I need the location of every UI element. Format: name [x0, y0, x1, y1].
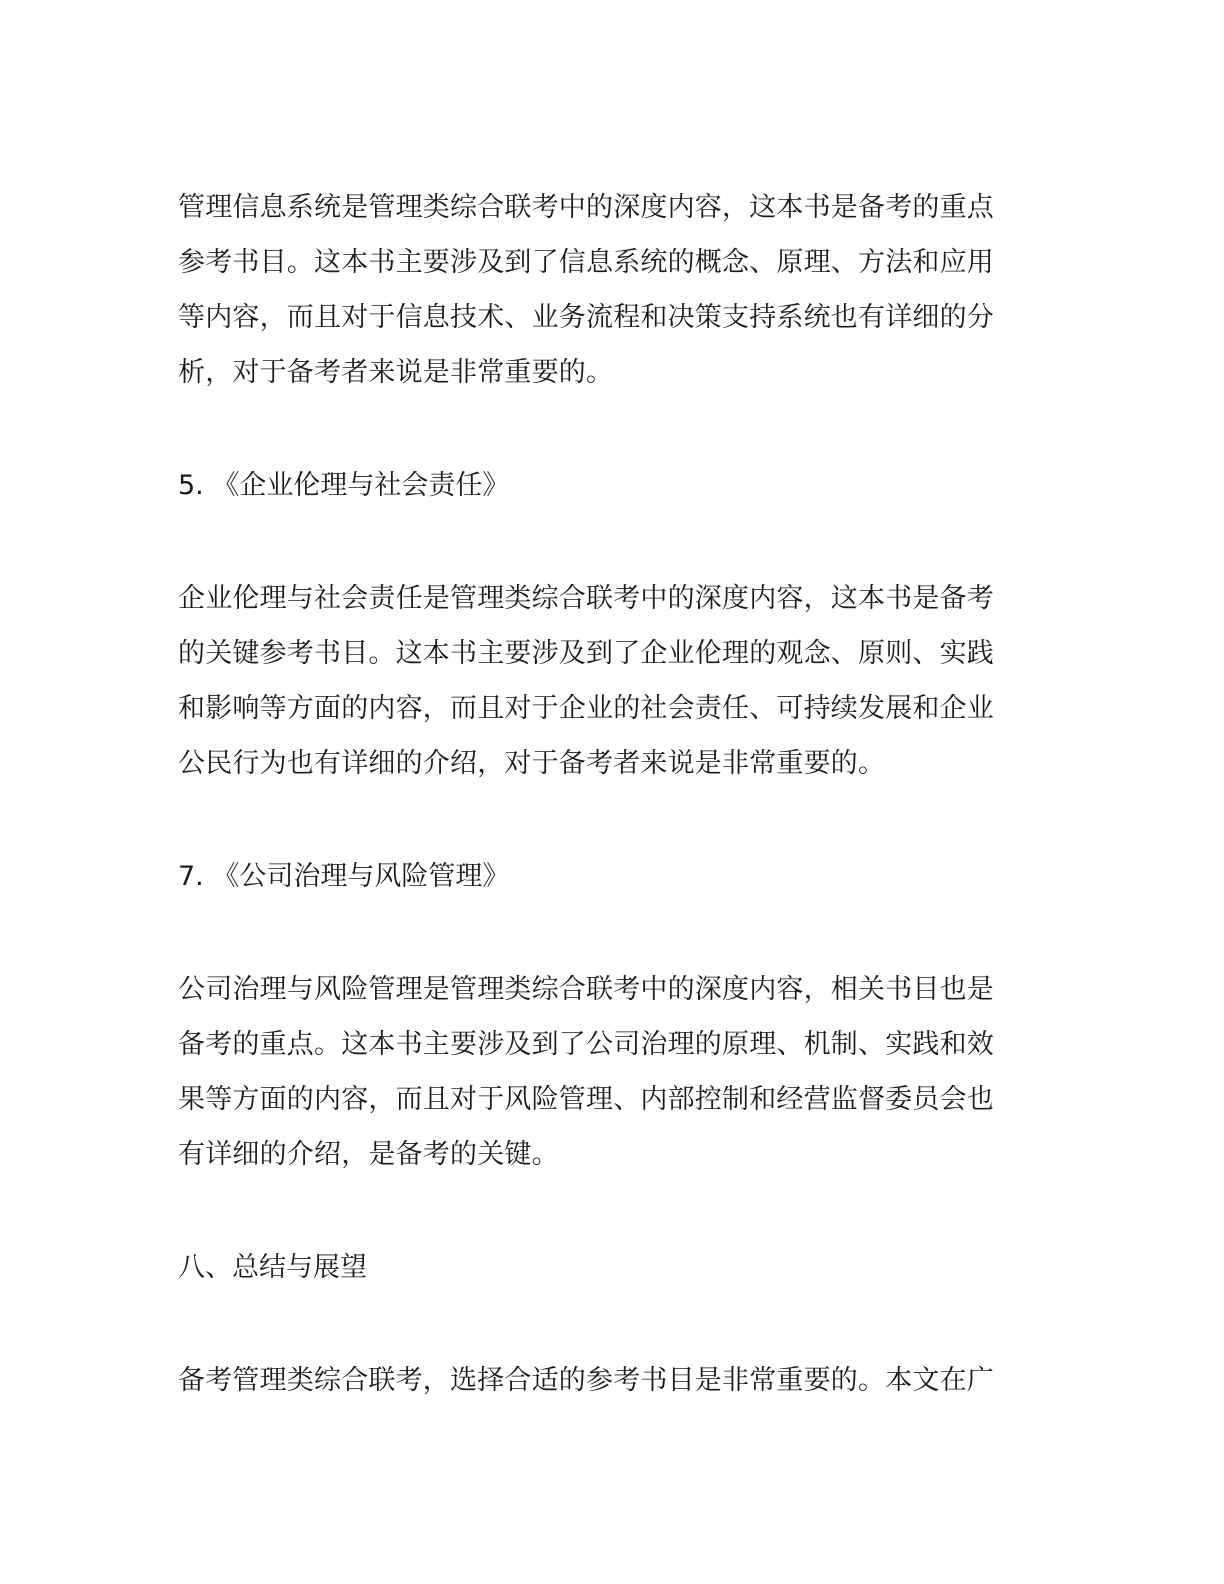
text-line: 企业伦理与社会责任是管理类综合联考中的深度内容，这本书是备考 [178, 583, 994, 614]
text-line: 公司治理与风险管理是管理类综合联考中的深度内容，相关书目也是 [178, 974, 994, 1005]
section-heading-7: 7. 《公司治理与风险管理》 [178, 861, 510, 892]
text-line: 有详细的介绍，是备考的关键。 [178, 1139, 559, 1170]
paragraph-governance [178, 962, 1028, 1182]
text-line: 果等方面的内容，而且对于风险管理、内部控制和经营监督委员会也 [178, 1084, 994, 1115]
text-line: 管理信息系统是管理类综合联考中的深度内容，这本书是备考的重点 [178, 192, 994, 223]
section-heading-8: 八、总结与展望 [178, 1252, 367, 1283]
paragraph-summary [178, 1353, 1028, 1408]
text-line: 的关键参考书目。这本书主要涉及到了企业伦理的观念、原则、实践 [178, 638, 994, 669]
paragraph-mis [178, 180, 1028, 400]
document-page [178, 180, 1028, 1408]
text-line: 等内容，而且对于信息技术、业务流程和决策支持系统也有详细的分 [178, 302, 994, 333]
text-line: 公民行为也有详细的介绍，对于备考者来说是非常重要的。 [178, 748, 886, 779]
paragraph-ethics [178, 571, 1028, 791]
text-line: 析，对于备考者来说是非常重要的。 [178, 357, 614, 388]
text-line: 和影响等方面的内容，而且对于企业的社会责任、可持续发展和企业 [178, 693, 994, 724]
text-line: 参考书目。这本书主要涉及到了信息系统的概念、原理、方法和应用 [178, 247, 994, 278]
section-heading-5: 5. 《企业伦理与社会责任》 [178, 470, 510, 501]
text-line: 备考的重点。这本书主要涉及到了公司治理的原理、机制、实践和效 [178, 1029, 994, 1060]
text-line: 备考管理类综合联考，选择合适的参考书目是非常重要的。本文在广 [178, 1365, 994, 1396]
